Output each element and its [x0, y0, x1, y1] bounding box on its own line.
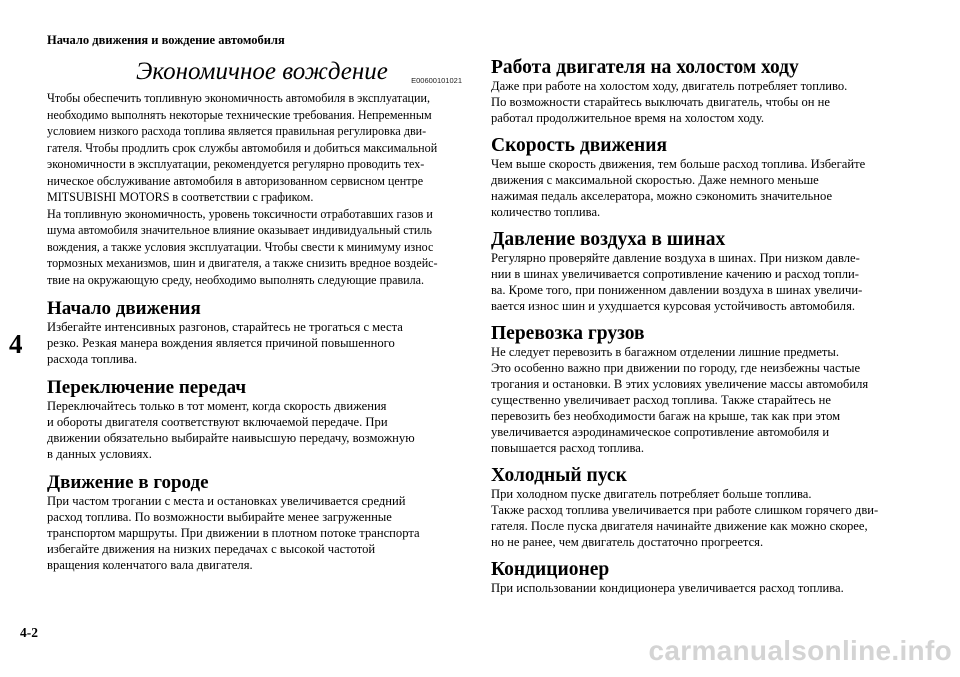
section-title: Холодный пуск	[491, 465, 627, 486]
section-title: Работа двигателя на холостом ходу	[491, 57, 799, 78]
section-code: E00600101021	[411, 76, 462, 85]
section-cold-start	[491, 466, 911, 550]
page-number: 4-2	[20, 625, 38, 640]
watermark: carmanualsonline.info	[648, 635, 952, 666]
section-text: При частом трогании с места и остановках увеличивается средний расход топлива. По возможности выбирайте менее загруженные транспортом маршруты. При движении в плотном потоке транспорта избегайте движения на низких передачах с высокой частотой вращения коленчатого вала двигателя.	[47, 494, 420, 572]
section-idling	[491, 58, 911, 126]
section-text: Даже при работе на холостом ходу, двигатель потребляет топливо. По возможности старайтесь выключать двигатель, чтобы он не работал продолжительное время на холостом ходу.	[491, 79, 848, 125]
section-cargo	[491, 324, 911, 456]
running-header: Начало движения и вождение автомобиля	[47, 33, 285, 47]
section-gear-shifting	[47, 378, 462, 462]
section-speed	[491, 136, 911, 220]
left-column	[47, 58, 462, 573]
section-text: Чем выше скорость движения, тем больше расход топлива. Избегайте движения с максимальной скоростью. Даже немного меньше нажимая педаль акселератора, можно сэкономить значительное количество топлива.	[491, 157, 866, 219]
section-title: Скорость движения	[491, 135, 668, 156]
section-title: Кондиционер	[491, 559, 610, 580]
section-start-driving	[47, 299, 462, 367]
intro-paragraph-2: На топливную экономичность, уровень токсичности отработавших газов и шума автомобиля значительное влияние оказывает индивидуальный стиль вождения, а также условия эксплуатации. Чтобы свести к минимуму износ тормозных механизмов, шин и двигателя, а также снизить вредное воздейс- твие на окружающую среду, необходимо выполнять следующие правила.	[47, 206, 438, 287]
section-text: Регулярно проверяйте давление воздуха в шинах. При низком давле- нии в шинах увеличивается сопротивление качению и расход топли- ва. Кроме того, при пониженном давлении воздуха в шинах увеличи- вается износ шин и ухудшается курсовая устойчивость автомобиля.	[491, 251, 863, 313]
section-title: Начало движения	[47, 298, 201, 319]
section-city-driving	[47, 473, 462, 573]
section-text: Не следует перевозить в багажном отделении лишние предметы. Это особенно важно при движении по городу, где неизбежны частые трогания и остановки. В этих условиях увеличение массы автомобиля существенно увеличивает расход топлива. Также старайтесь не перевозить без необходимости багаж на крыше, так как при этом увеличивается аэродинамическое сопротивление автомобиля и повышается расход топлива.	[491, 345, 869, 455]
section-text: При холодном пуске двигатель потребляет больше топлива. Также расход топлива увеличивается при работе слишком горячего дви- гателя. После пуска двигателя начинайте движение как можно скорее, но не ранее, чем двигатель достаточно прогреется.	[491, 487, 879, 549]
intro-paragraph-1: Чтобы обеспечить топливную экономичность автомобиля в эксплуатации, необходимо выполнять некоторые технические требования. Непременным условием низкого расхода топлива является правильная регулировка дви- гателя. Чтобы продлить срок службы автомобиля и добиться максимальной экономичности в эксплуатации, рекомендуется регулярно проводить тех- ническое обслуживание автомобиля в авторизованном сервисном центре MITSUBISHI MOTORS в соответствии с графиком.	[47, 91, 438, 204]
page-title: Экономичное вождение	[136, 58, 388, 85]
section-title: Перевозка грузов	[491, 323, 645, 344]
section-air-conditioner	[491, 560, 911, 596]
section-text: Избегайте интенсивных разгонов, старайтесь не трогаться с места резко. Резкая манера вождения является причиной повышенного расхода топлива.	[47, 320, 403, 366]
section-text: При использовании кондиционера увеличивается расход топлива.	[491, 581, 844, 595]
section-tire-pressure	[491, 230, 911, 314]
title-row	[47, 58, 462, 90]
chapter-tab: 4	[9, 329, 23, 359]
section-title: Давление воздуха в шинах	[491, 229, 726, 250]
right-column	[491, 58, 911, 596]
section-text: Переключайтесь только в тот момент, когда скорость движения и обороты двигателя соответствуют включаемой передаче. При движении обязательно выбирайте наивысшую передачу, возможную в данных условиях.	[47, 399, 415, 461]
section-title: Движение в городе	[47, 472, 209, 493]
section-title: Переключение передач	[47, 377, 247, 398]
